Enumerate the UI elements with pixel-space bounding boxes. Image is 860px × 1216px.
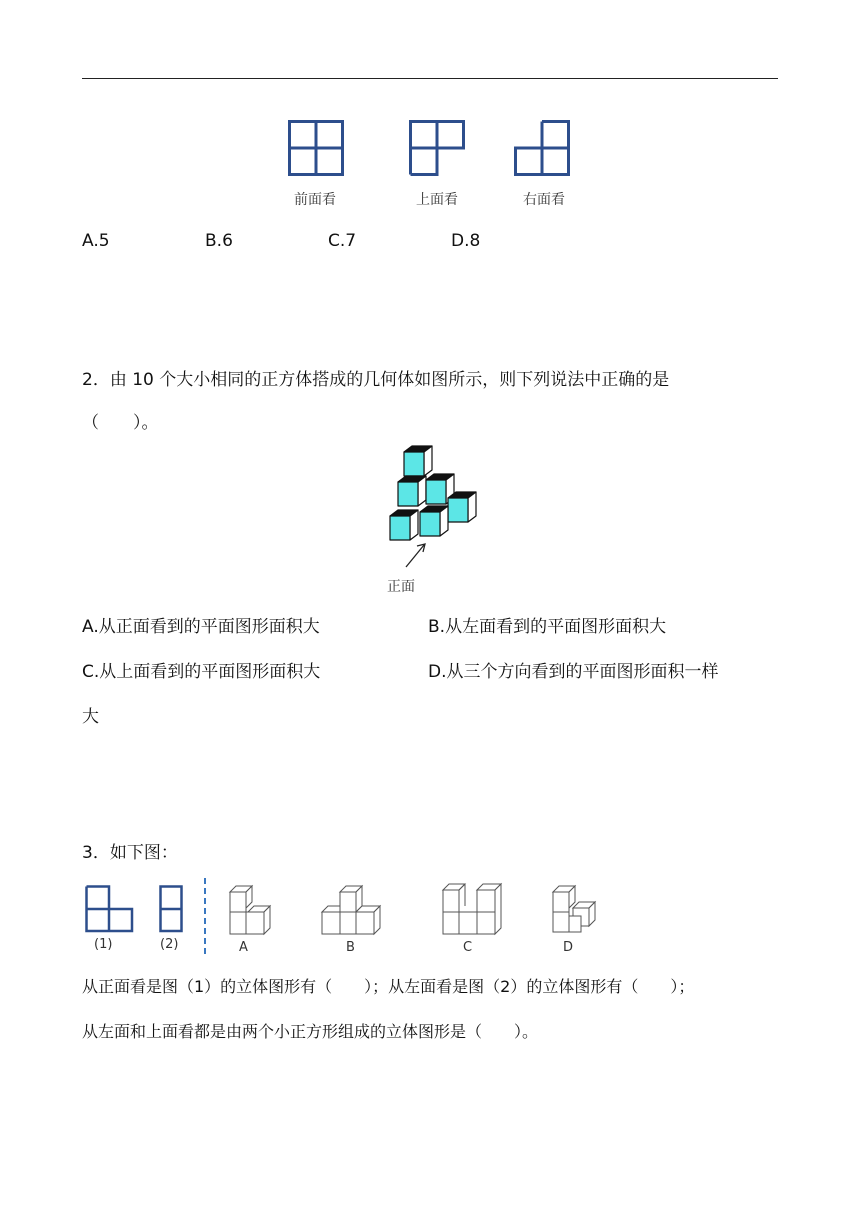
q2-stem-line1: 2．由 10 个大小相同的正方体搭成的几何体如图所示，则下列说法中正确的是 <box>82 370 670 390</box>
q2-cube-stack-figure <box>386 444 480 554</box>
q2-option-a: A.从正面看到的平面图形面积大 <box>82 617 320 637</box>
q3-label-b: B <box>346 940 355 955</box>
q2-option-b: B.从左面看到的平面图形面积大 <box>428 617 667 637</box>
q3-solid-b-figure <box>320 884 384 936</box>
q1-option-c: C.7 <box>328 231 357 251</box>
q2-option-c: C.从上面看到的平面图形面积大 <box>82 662 321 682</box>
q3-divider <box>204 878 206 954</box>
header-rule <box>82 78 778 79</box>
q3-view-1-figure <box>85 885 135 933</box>
q1-option-b: B.6 <box>205 231 233 251</box>
q2-arrow-icon <box>402 540 430 570</box>
q3-label-a: A <box>239 940 248 955</box>
q1-top-view-figure <box>409 120 465 176</box>
q1-right-view-label: 右面看 <box>523 192 565 208</box>
q1-top-view-label: 上面看 <box>416 192 458 208</box>
q2-stem-line2: （ ）。 <box>82 413 159 433</box>
q2-option-d: D.从三个方向看到的平面图形面积一样 <box>428 662 719 682</box>
q1-option-a: A.5 <box>82 231 110 251</box>
q2-front-label: 正面 <box>387 579 415 595</box>
q3-label-2: (2) <box>160 937 179 952</box>
q3-solid-a-figure <box>228 884 276 936</box>
q3-label-d: D <box>563 940 574 955</box>
q3-line1: 从正面看是图（1）的立体图形有（ ）；从左面看是图（2）的立体图形有（ ）； <box>82 977 695 996</box>
q3-label-1: (1) <box>94 937 113 952</box>
q3-solid-c-figure <box>441 882 507 938</box>
q1-right-view-figure <box>514 120 570 176</box>
q3-label-c: C <box>463 940 473 955</box>
q1-front-view-label: 前面看 <box>294 192 336 208</box>
q3-line2: 从左面和上面看都是由两个小正方形组成的立体图形是（ ）。 <box>82 1022 539 1041</box>
q3-stem: 3．如下图： <box>82 843 178 863</box>
q1-option-d: D.8 <box>451 231 481 251</box>
q1-front-view-figure <box>288 120 344 176</box>
q2-option-d-continued: 大 <box>82 707 99 727</box>
q3-view-2-figure <box>159 885 183 933</box>
q3-solid-d-figure <box>551 884 599 936</box>
